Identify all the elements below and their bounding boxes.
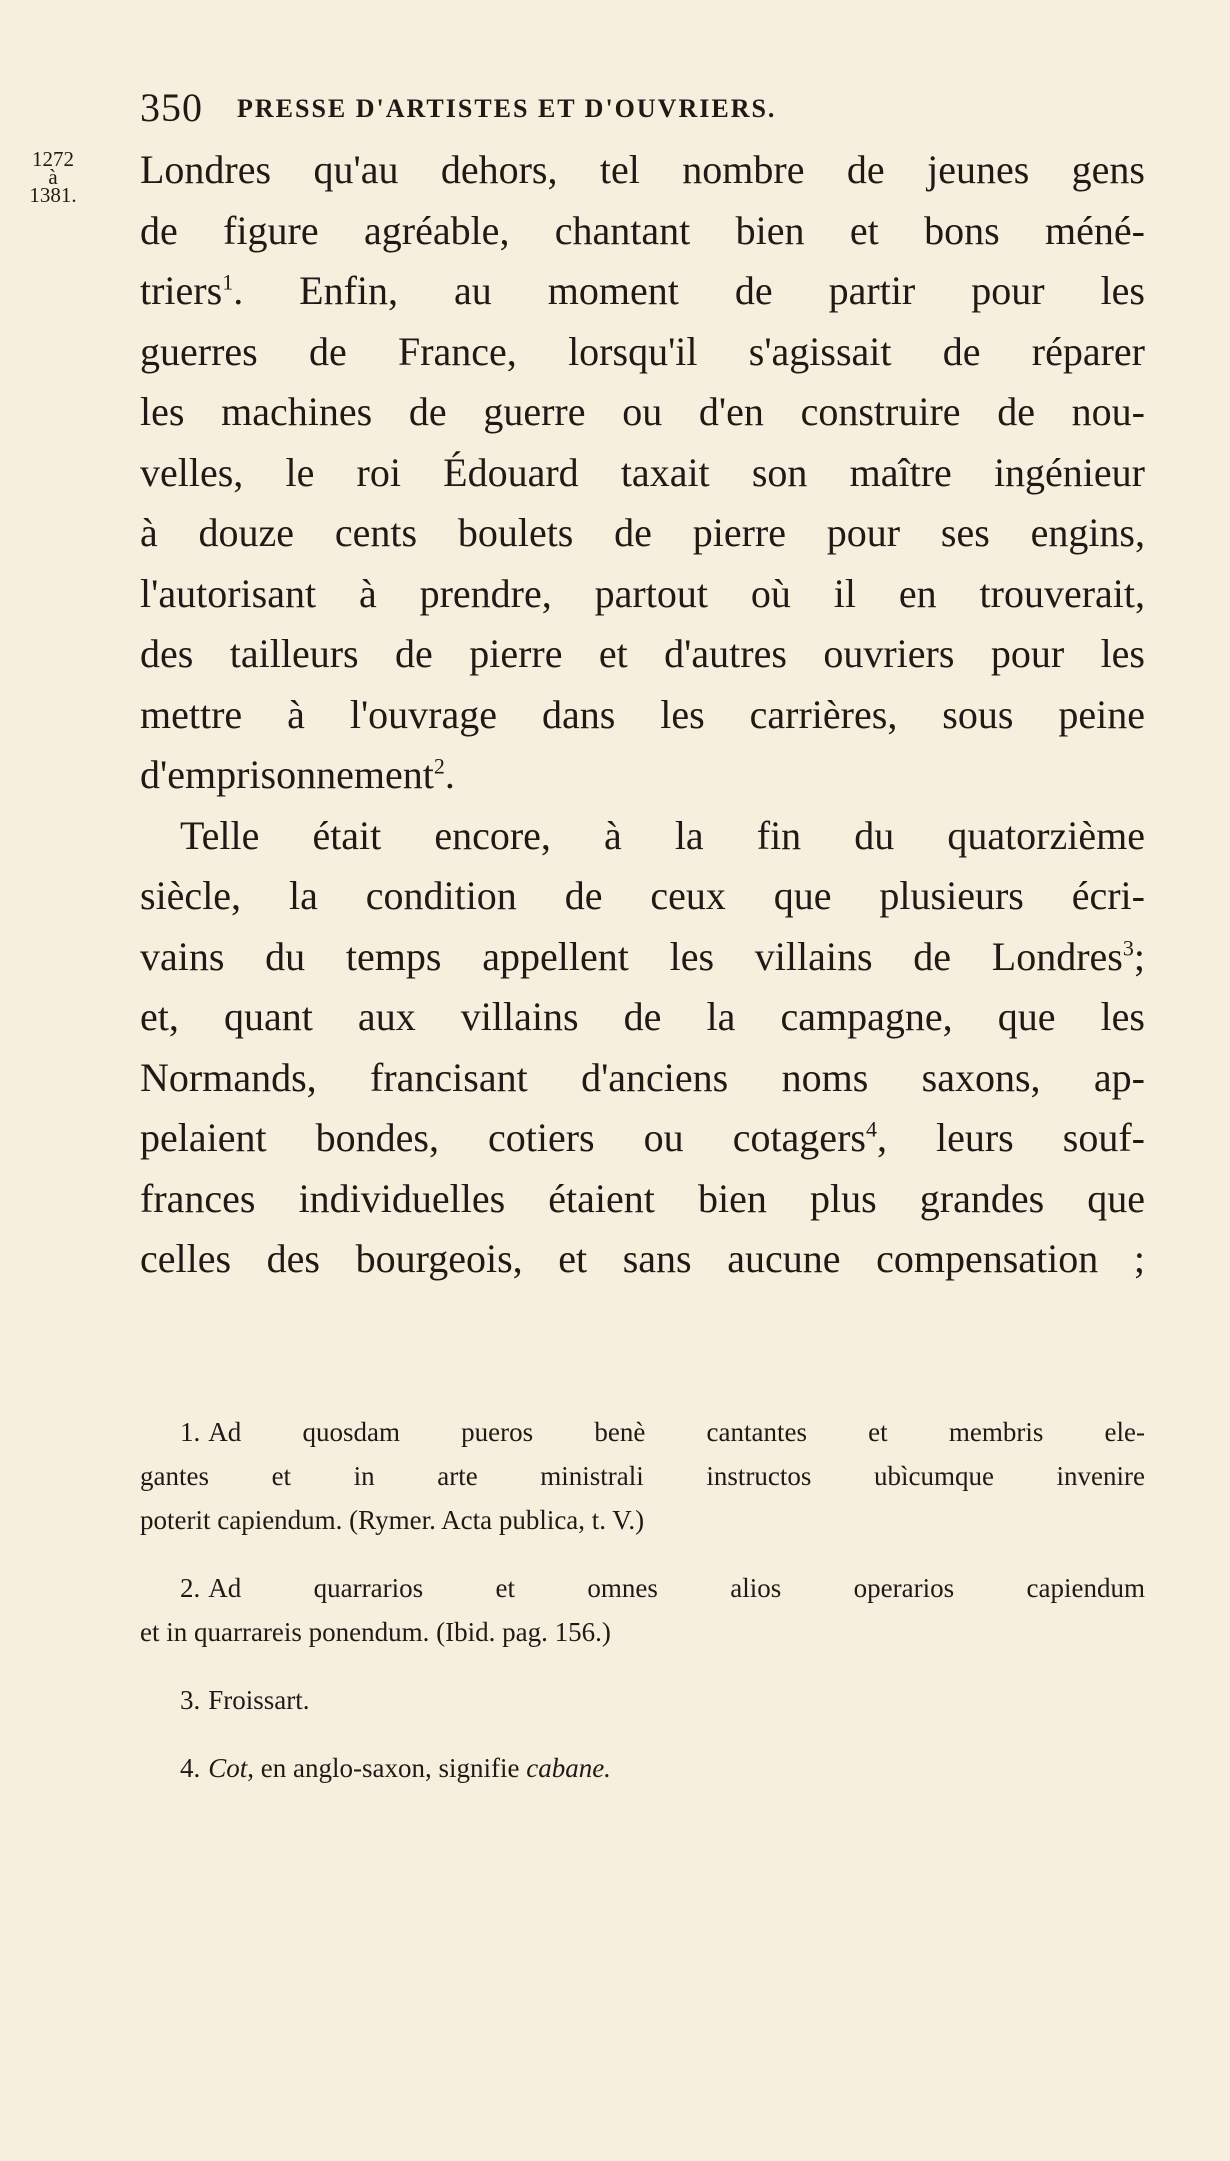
footnotes [140, 1410, 1145, 1790]
footnote-ref-3: 3 [1122, 935, 1134, 961]
page-header [140, 84, 1040, 144]
margin-date-range [28, 147, 78, 207]
text-line: Londres qu'au dehors, tel nombre de jeunes gens [140, 147, 1145, 192]
text-line: Normands, francisant d'anciens noms saxons, ap- [140, 1054, 1145, 1100]
text-line: mettre à l'ouvrage dans les carrières, sous peine [140, 691, 1145, 737]
text-line: guerres de France, lorsqu'il s'agissait de réparer [140, 328, 1145, 374]
footnote-4: 4. Cot, en anglo-saxon, signifie cabane. [180, 1753, 611, 1783]
text-line: frances individuelles étaient bien plus grandes que [140, 1175, 1145, 1221]
text-line: à douze cents boulets de pierre pour ses engins, [140, 510, 1145, 555]
text-line: siècle, la condition de ceux que plusieurs écri- [140, 873, 1145, 918]
footnote-2: 2. Ad quarrarios et omnes alios operarios capiendum [180, 1573, 1145, 1603]
footnote-ref-1: 1 [222, 269, 234, 295]
text-line: des tailleurs de pierre et d'autres ouvriers pour les [140, 631, 1145, 676]
footnote-3: 3. Froissart. [180, 1685, 310, 1715]
margin-connector: à [48, 165, 58, 189]
text-line: velles, le roi Édouard taxait son maître ingénieur [140, 449, 1145, 495]
footnote-1: 1. Ad quosdam pueros benè cantantes et membris ele- [180, 1417, 1145, 1447]
text-line: d'emprisonnement$^2$. [140, 752, 455, 797]
footnote-ref-2: 2 [433, 753, 445, 779]
margin-year-start: 1272 [32, 147, 74, 171]
footnote-ref-4: 4 [865, 1116, 877, 1142]
text-line: celles des bourgeois, et sans aucune compensation ; [140, 1236, 1145, 1281]
footnote-2-cont: et in quarrareis ponendum. (Ibid. pag. 156.) [140, 1617, 611, 1647]
margin-year-end: 1381. [29, 183, 77, 207]
text-line: de figure agréable, chantant bien et bons méné- [140, 207, 1145, 253]
page-number: 350 [140, 85, 203, 130]
text-line: Telle était encore, à la fin du quatorzième [180, 812, 1145, 858]
text-line: l'autorisant à prendre, partout où il en trouverait, [140, 570, 1145, 616]
running-title: PRESSE D'ARTISTES ET D'OUVRIERS. [237, 94, 777, 123]
text-line: et, quant aux villains de la campagne, que les [140, 994, 1145, 1039]
text-line: triers$^1$. Enfin, au moment de partir pour les [140, 268, 1145, 313]
footnote-1-cont: gantes et in arte ministrali instructos ubìcumque invenire [140, 1461, 1145, 1491]
text-line: vains du temps appellent les villains de Londres$^3$; [140, 933, 1145, 979]
text-line: les machines de guerre ou d'en construire de nou- [140, 389, 1145, 434]
body-text [140, 140, 1145, 1290]
footnote-1-cont: poterit capiendum. (Rymer. Acta publica, t. V.) [140, 1505, 645, 1535]
text-line: pelaient bondes, cotiers ou cotagers$^4$, leurs souf- [140, 1115, 1145, 1160]
